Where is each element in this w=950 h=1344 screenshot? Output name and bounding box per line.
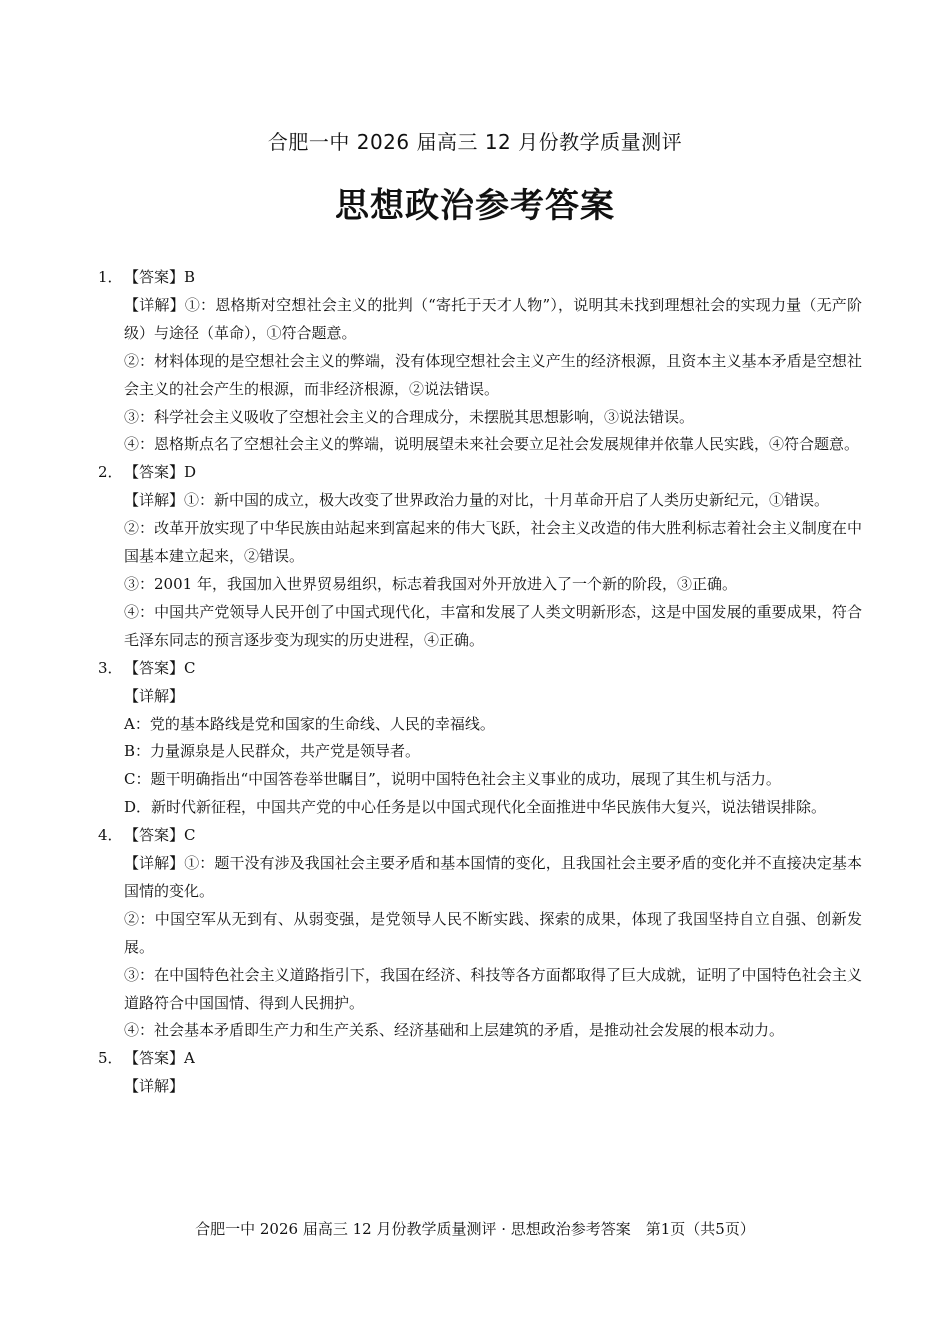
- answer-label: 【答案】D: [124, 463, 197, 482]
- explanation-paragraph: ③：科学社会主义吸收了空想社会主义的合理成分，未摆脱其思想影响，③说法错误。: [124, 407, 695, 426]
- explanation-paragraph: ②：中国空军从无到有、从弱变强，是党领导人民不断实践、探索的成果，体现了我国坚持自立自强、创新发展。: [124, 909, 862, 956]
- question-block: [98, 459, 862, 654]
- explanation-paragraph: ③：2001 年，我国加入世界贸易组织，标志着我国对外开放进入了一个新的阶段，③正确。: [124, 574, 737, 593]
- subject-title: 思想政治参考答案: [335, 186, 615, 226]
- explanation-paragraph: C：题干明确指出“中国答卷举世瞩目”，说明中国特色社会主义事业的成功，展现了其生机与活力。: [124, 770, 781, 789]
- explanation-paragraph: ④：社会基本矛盾即生产力和生产关系、经济基础和上层建筑的矛盾，是推动社会发展的根本动力。: [124, 1021, 785, 1040]
- question-block: [98, 822, 862, 1045]
- answer-line: [98, 459, 862, 487]
- explanation-paragraph: ②：改革开放实现了中华民族由站起来到富起来的伟大飞跃，社会主义改造的伟大胜利标志着社会主义制度在中国基本建立起来，②错误。: [124, 519, 862, 566]
- answer-label: 【答案】C: [124, 826, 196, 845]
- answer-line: [98, 655, 862, 683]
- explanation-paragraph: B：力量源泉是人民群众，共产党是领导者。: [124, 742, 421, 761]
- answer-line: [98, 1045, 862, 1073]
- answer-line: [98, 822, 862, 850]
- answer-line: [98, 264, 862, 292]
- question-block: [98, 264, 862, 459]
- explanation-paragraph: ④：恩格斯点名了空想社会主义的弊端，说明展望未来社会要立足社会发展规律并依靠人民实践，④符合题意。: [124, 435, 860, 454]
- answer-label: 【答案】A: [124, 1049, 195, 1068]
- explanation-paragraph: 【详解】①：恩格斯对空想社会主义的批判（“寄托于天才人物”），说明其未找到理想社会的实现力量（无产阶级）与途径（革命），①符合题意。: [124, 295, 862, 342]
- exam-title: 合肥一中 2026 届高三 12 月份教学质量测评: [267, 130, 683, 154]
- explanation-paragraph: ③：在中国特色社会主义道路指引下，我国在经济、科技等各方面都取得了巨大成就，证明了中国特色社会主义道路符合中国国情、得到人民拥护。: [124, 965, 862, 1012]
- explanation-paragraph: 【详解】: [124, 686, 185, 705]
- explanation-paragraph: ④：中国共产党领导人民开创了中国式现代化，丰富和发展了人类文明新形态，这是中国发展的重要成果，符合毛泽东同志的预言逐步变为现实的历史进程，④正确。: [124, 602, 862, 649]
- answer-list: [98, 264, 862, 1101]
- explanation-paragraph: 【详解】: [124, 1077, 185, 1096]
- question-number: 5．: [98, 1049, 123, 1068]
- answer-label: 【答案】B: [124, 268, 196, 286]
- question-block: [98, 655, 862, 822]
- explanation-paragraph: 【详解】①：题干没有涉及我国社会主要矛盾和基本国情的变化，且我国社会主要矛盾的变化并不直接决定基本国情的变化。: [124, 854, 862, 900]
- answer-label: 【答案】C: [124, 658, 196, 677]
- explanation-paragraph: D．新时代新征程，中国共产党的中心任务是以中国式现代化全面推进中华民族伟大复兴，说法错误排除。: [124, 798, 827, 817]
- question-number: 4．: [98, 826, 123, 845]
- question-number: 2．: [98, 463, 123, 482]
- question-number: 3．: [98, 658, 123, 677]
- page-footer: 合肥一中 2026 届高三 12 月份教学质量测评 · 思想政治参考答案 第1页（共5页）: [195, 1220, 755, 1238]
- question-number: 1．: [98, 268, 123, 286]
- explanation-paragraph: A：党的基本路线是党和国家的生命线、人民的幸福线。: [124, 714, 495, 733]
- explanation-paragraph: ②：材料体现的是空想社会主义的弊端，没有体现空想社会主义产生的经济根源，且资本主义基本矛盾是空想社会主义的社会产生的根源，而非经济根源，②说法错误。: [124, 351, 862, 398]
- explanation-paragraph: 【详解】①：新中国的成立，极大改变了世界政治力量的对比，十月革命开启了人类历史新纪元，①错误。: [124, 491, 830, 510]
- question-block: [98, 1045, 862, 1101]
